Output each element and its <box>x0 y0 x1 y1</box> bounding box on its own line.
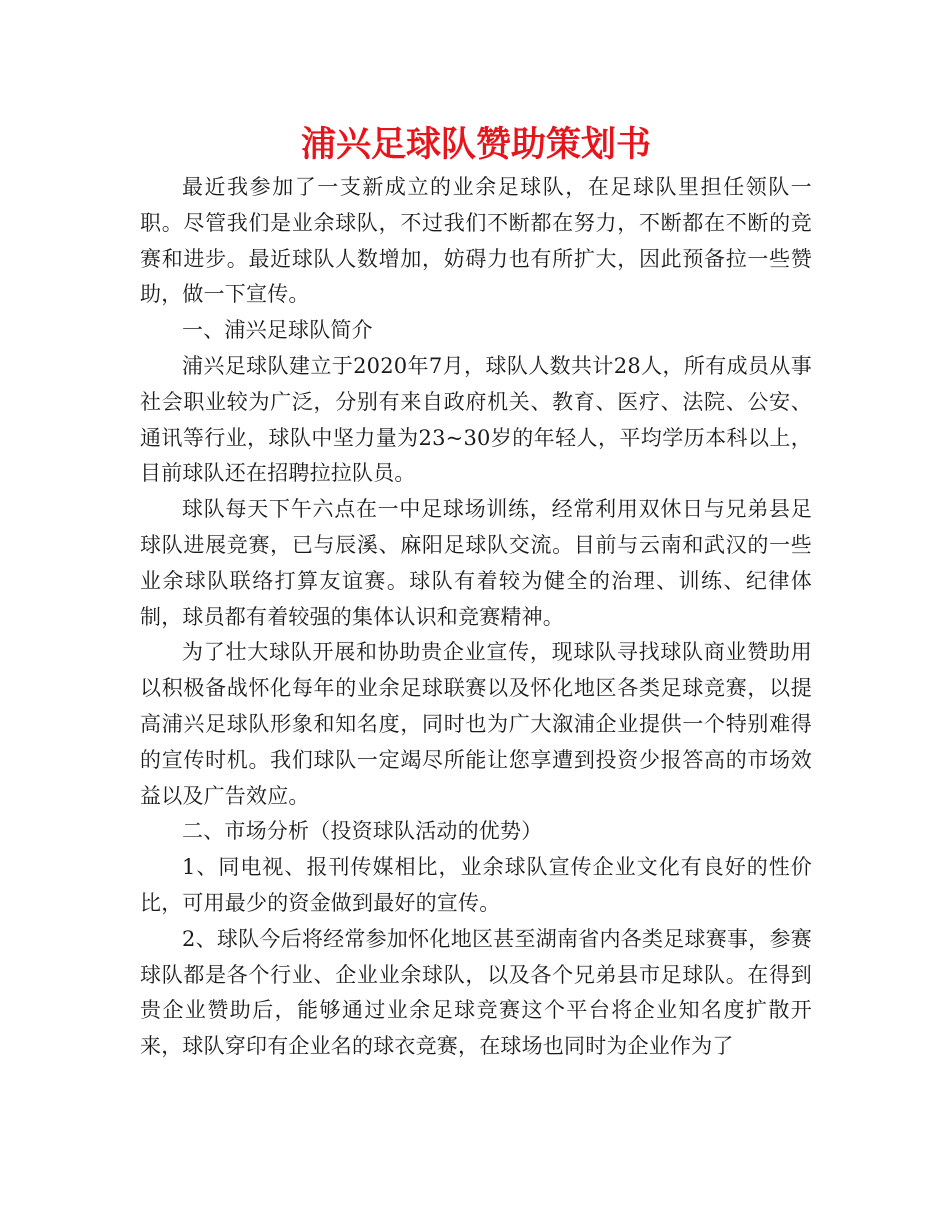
document-title: 浦兴足球队赞助策划书 <box>300 125 651 165</box>
list-item-advantage-1: 1、同电视、报刊传媒相比，业余球队宣传企业文化有良好的性价比，可用最少的资金做到最好的宣传。 <box>140 855 812 915</box>
section-heading-market-analysis: 二、市场分析（投资球队活动的优势） <box>182 819 543 844</box>
section-heading-team-intro: 一、浦兴足球队简介 <box>182 318 373 343</box>
list-item-advantage-2: 2、球队今后将经常参加怀化地区甚至湖南省内各类足球赛事，参赛球队都是各个行业、企业业余球队，以及各个兄弟县市足球队。在得到贵企业赞助后，能够通过业余足球竞赛这个平台将企业知名度扩散开来，球队穿印有企业名的球衣竞赛，在球场也同时为企业作为了 <box>140 926 812 1059</box>
document-body <box>140 170 812 1065</box>
paragraph-sponsorship-purpose: 为了壮大球队开展和协助贵企业宣传，现球队寻找球队商业赞助用以积极备战怀化每年的业余足球联赛以及怀化地区各类足球竞赛，以提高浦兴足球队形象和知名度，同时也为广大溆浦企业提供一个特别难得的宣传时机。我们球队一定竭尽所能让您享遭到投资少报答高的市场效益以及广告效应。 <box>140 640 812 808</box>
paragraph-intro: 最近我参加了一支新成立的业余足球队，在足球队里担任领队一职。尽管我们是业余球队，不过我们不断都在努力，不断都在不断的竞赛和进步。最近球队人数增加，妨碍力也有所扩大，因此预备拉一些赞助，做一下宣传。 <box>140 175 812 307</box>
paragraph-team-founding: 浦兴足球队建立于2020年7月，球队人数共计28人，所有成员从事社会职业较为广泛，分别有来自政府机关、教育、医疗、法院、公安、通讯等行业，球队中坚力量为23~30岁的年轻人，平均学历本科以上，目前球队还在招聘拉拉队员。 <box>140 353 812 486</box>
paragraph-team-training: 球队每天下午六点在一中足球场训练，经常利用双休日与兄弟县足球队进展竞赛，已与辰溪、麻阳足球队交流。目前与云南和武汉的一些业余球队联络打算友谊赛。球队有着较为健全的治理、训练、纪律体制，球员都有着较强的集体认识和竞赛精神。 <box>140 497 812 629</box>
document-page <box>140 120 812 1065</box>
